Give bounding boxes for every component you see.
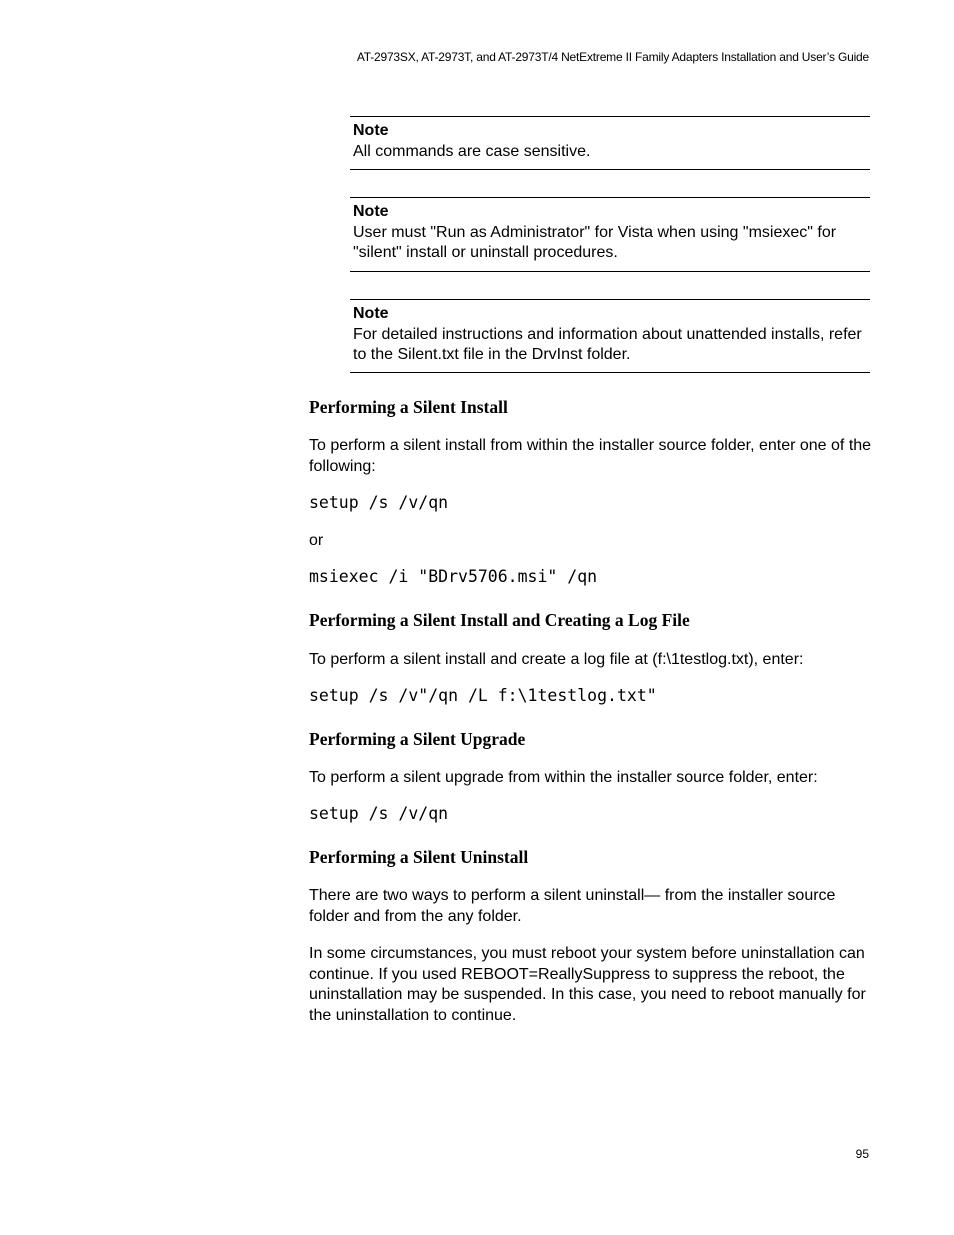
note-title: Note — [353, 203, 389, 220]
heading-silent-uninstall: Performing a Silent Uninstall — [309, 847, 529, 867]
paragraph-silent-install-log: To perform a silent install and create a log file at (f:\1testlog.txt), enter: — [309, 651, 804, 668]
note-title: Note — [353, 305, 389, 322]
page-number: 95 — [855, 1147, 869, 1161]
heading-silent-upgrade: Performing a Silent Upgrade — [309, 729, 526, 749]
paragraph-uninstall-ways: There are two ways to perform a silent uninstall— from the installer source folder and from the any folder. — [309, 887, 836, 925]
note-text: For detailed instructions and information about unattended installs, refer to the Silent.txt file in the DrvInst folder. — [353, 325, 862, 363]
note-run-as-admin — [350, 197, 870, 272]
heading-silent-install: Performing a Silent Install — [309, 397, 508, 417]
code-msiexec-silent: msiexec /i "BDrv5706.msi" /qn — [309, 567, 598, 586]
paragraph-or: or — [309, 532, 324, 549]
paragraph-uninstall-reboot: In some circumstances, you must reboot your system before uninstallation can continue. If you used REBOOT=ReallySuppress to suppress the reboot, the uninstallation may be suspended. In this case, you need to reboot manually for the uninstallation to continue. — [309, 945, 866, 1024]
paragraph-silent-upgrade: To perform a silent upgrade from within the installer source folder, enter: — [309, 769, 818, 786]
note-silent-txt — [350, 299, 870, 373]
note-title: Note — [353, 122, 389, 139]
paragraph-silent-install: To perform a silent install from within the installer source folder, enter one of the following: — [309, 437, 872, 475]
running-header: AT-2973SX, AT-2973T, and AT-2973T/4 NetExtreme II Family Adapters Installation and User’s Guide — [356, 50, 869, 64]
code-setup-log: setup /s /v"/qn /L f:\1testlog.txt" — [309, 686, 657, 705]
note-text: All commands are case sensitive. — [353, 142, 591, 160]
note-case-sensitive — [350, 116, 870, 170]
code-setup-silent: setup /s /v/qn — [309, 493, 449, 512]
code-setup-upgrade: setup /s /v/qn — [309, 804, 449, 823]
note-text: User must "Run as Administrator" for Vista when using "msiexec" for "silent" install or uninstall procedures. — [353, 223, 837, 261]
heading-silent-install-log: Performing a Silent Install and Creating a Log File — [309, 610, 690, 630]
